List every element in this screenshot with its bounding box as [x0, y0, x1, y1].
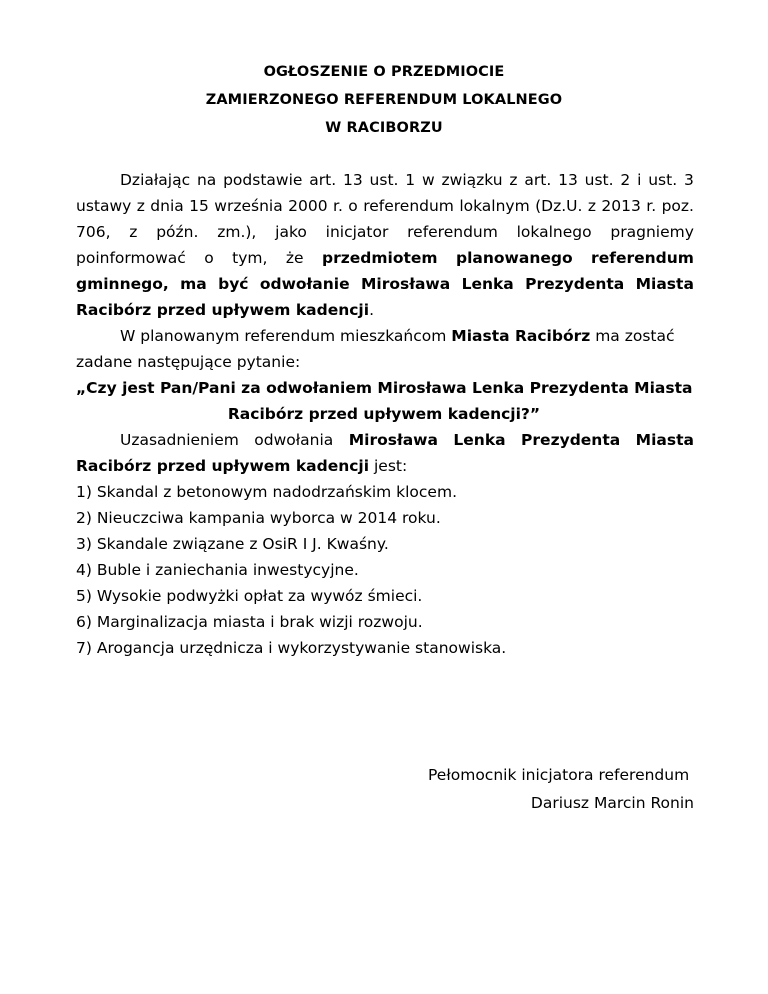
- para2-line-2: zadane następujące pytanie:: [76, 353, 301, 371]
- title-line-1: OGŁOSZENIE O PRZEDMIOCIE: [263, 64, 505, 80]
- list-item: 1) Skandal z betonowym nadodrzańskim klocem.: [76, 483, 457, 501]
- list-item: 4) Buble i zaniechania inwestycyjne.: [76, 561, 359, 579]
- para1-line-4: poinformować o tym, że przedmiotem planowanego referendum: [76, 249, 694, 267]
- list-item: 7) Arogancja urzędnicza i wykorzystywanie stanowiska.: [76, 639, 507, 657]
- list-item: 2) Nieuczciwa kampania wyborca w 2014 roku.: [76, 509, 441, 527]
- list-item: 5) Wysokie podwyżki opłat za wywóz śmieci.: [76, 587, 423, 605]
- list-item: 6) Marginalizacja miasta i brak wizji rozwoju.: [76, 613, 423, 631]
- title-line-3: W RACIBORZU: [325, 120, 443, 136]
- para1-line-6: Racibórz przed upływem kadencji.: [76, 301, 374, 319]
- list-item: 3) Skandale związane z OsiR I J. Kwaśny.: [76, 535, 389, 553]
- signature-role: Pełomocnik inicjatora referendum: [428, 766, 690, 784]
- para2-line-1: W planowanym referendum mieszkańcom Miasta Racibórz ma zostać: [120, 327, 675, 345]
- para3-line-2: Racibórz przed upływem kadencji jest:: [76, 457, 408, 475]
- question-line-1: „Czy jest Pan/Pani za odwołaniem Mirosława Lenka Prezydenta Miasta: [76, 379, 693, 397]
- para1-line-2: ustawy z dnia 15 września 2000 r. o referendum lokalnym (Dz.U. z 2013 r. poz.: [76, 197, 694, 215]
- para1-line-5: gminnego, ma być odwołanie Mirosława Lenka Prezydenta Miasta: [76, 275, 694, 293]
- title-line-2: ZAMIERZONEGO REFERENDUM LOKALNEGO: [205, 92, 563, 108]
- para3-line-1: Uzasadnieniem odwołania Mirosława Lenka Prezydenta Miasta: [120, 431, 694, 449]
- signature-name: Dariusz Marcin Ronin: [530, 794, 694, 812]
- para1-line-3: 706, z późn. zm.), jako inicjator referendum lokalnego pragniemy: [76, 223, 694, 241]
- para1-line-1: Działając na podstawie art. 13 ust. 1 w związku z art. 13 ust. 2 i ust. 3: [120, 171, 694, 189]
- question-line-2: Racibórz przed upływem kadencji?”: [227, 405, 541, 423]
